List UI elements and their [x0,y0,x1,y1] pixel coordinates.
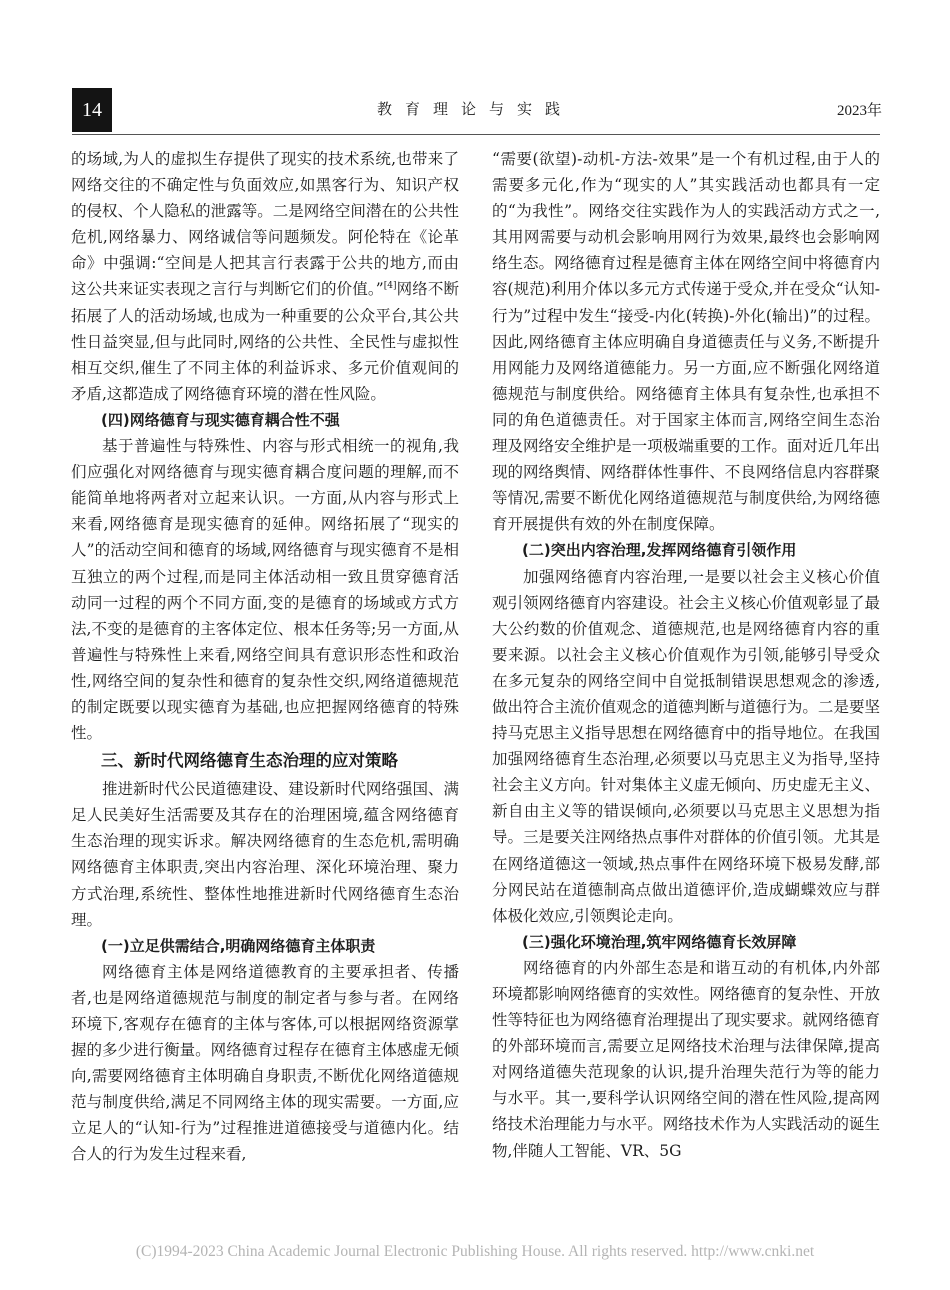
paragraph: 的场域,为人的虚拟生存提供了现实的技术系统,也带来了网络交往的不确定性与负面效应,如黑客行为、知识产权的侵权、个人隐私的泄露等。二是网络空间潜在的公共性危机,网络暴力、网络诚信等问题频发。阿伦特在《论革命》中强调:“空间是人把其言行表露于公共的地方,而由这公共来证实表现之言行与判断它们的价值。”[4]网络不断拓展了人的活动场域,也成为一种重要的公众平台,其公共性日益突显,但与此同时,网络的公共性、全民性与虚拟性相互交织,催生了不同主体的利益诉求、多元价值观间的矛盾,这都造成了网络德育环境的潜在性风险。 [71,150,459,403]
paragraph: 基于普遍性与特殊性、内容与形式相统一的视角,我们应强化对网络德育与现实德育耦合度问题的理解,而不能简单地将两者对立起来认识。一方面,从内容与形式上来看,网络德育是现实德育的延伸。网络拓展了“现实的人”的活动空间和德育的场域,网络德育与现实德育不是相互独立的两个过程,而是同主体活动相一致且贯穿德育活动同一过程的两个不同方面,变的是德育的场域或方式方法,不变的是德育的主客体定位、根本任务等;另一方面,从普遍性与特殊性上来看,网络空间具有意识形态性和政治性,网络空间的复杂性和德育的复杂性交织,网络道德规范的制定既要以现实德育为基础,也应把握网络德育的特殊性。 [71,437,459,743]
subsection-heading: (四)网络德育与现实德育耦合性不强 [101,410,340,429]
left-column [71,146,459,1168]
subsection-heading: (一)立足供需结合,明确网络德育主体职责 [101,936,376,955]
citation-marker: [4] [383,281,397,292]
page-number: 14 [72,88,112,132]
paragraph: 网络德育的内外部生态是和谐互动的有机体,内外部环境都影响网络德育的实效性。网络德育的复杂性、开放性等特征也为网络德育治理提出了现实要求。就网络德育的外部环境而言,需要立足网络技术治理与法律保障,提高对网络道德失范现象的认识,提升治理失范行为等的能力与水平。其一,要科学认识网络空间的潜在性风险,提高网络技术治理能力与水平。网络技术作为人实践活动的诞生物,伴随人工智能、VR、5G [492,958,880,1160]
paragraph: 网络德育主体是网络道德教育的主要承担者、传播者,也是网络道德规范与制度的制定者与参与者。在网络环境下,客观存在德育的主体与客体,可以根据网络资源掌握的多少进行衡量。网络德育过程存在德育主体感虚无倾向,需要网络德育主体明确自身职责,不断优化网络道德规范与制度供给,满足不同网络主体的现实需要。一方面,应立足人的“认知-行为”过程推进道德接受与道德内化。结合人的行为发生过程来看, [71,962,459,1164]
subsection-heading: (三)强化环境治理,筑牢网络德育长效屏障 [522,932,797,951]
journal-title: 教育理论与实践 [376,100,573,118]
section-heading: 三、新时代网络德育生态治理的应对策略 [101,751,398,771]
right-column [492,146,880,1164]
subsection-heading: (二)突出内容治理,发挥网络德育引领作用 [522,541,797,560]
paragraph: “需要(欲望)-动机-方法-效果”是一个有机过程,由于人的需要多元化,作为“现实的人”其实践活动也都具有一定的“为我性”。网络交往实践作为人的实践活动方式之一,其用网需要与动机会影响用网行为效果,最终也会影响网络生态。网络德育过程是德育主体在网络空间中将德育内容(规范)利用介体以多元方式传递于受众,并在受众“认知-行为”过程中发生“接受-内化(转换)-外化(输出)”的过程。因此,网络德育主体应明确自身道德责任与义务,不断提升用网能力及网络道德能力。另一方面,应不断强化网络道德规范与制度供给。网络德育主体具有复杂性,也承担不同的角色道德责任。对于国家主体而言,网络空间生态治理及网络安全维护是一项极端重要的工作。面对近几年出现的网络舆情、网络群体性事件、不良网络信息内容群聚等情况,需要不断优化网络道德规范与制度供给,为网络德育开展提供有效的外在制度保障。 [492,150,880,534]
paragraph: 加强网络德育内容治理,一是要以社会主义核心价值观引领网络德育内容建设。社会主义核心价值观彰显了最大公约数的价值观念、道德规范,也是网络德育内容的重要来源。以社会主义核心价值观作为引领,能够引导受众在多元复杂的网络空间中自觉抵制错误思想观念的渗透,做出符合主流价值观念的道德判断与道德行为。二是要坚持马克思主义指导思想在网络德育中的指导地位。在我国加强网络德育生态治理,必须要以马克思主义为指导,坚持社会主义方向。针对集体主义虚无倾向、历史虚无主义、新自由主义等的错误倾向,必须要以马克思主义思想为指导。三是要关注网络热点事件对群体的价值引领。尤其是在网络道德这一领域,热点事件在网络环境下极易发酵,部分网民站在道德制高点做出道德评价,造成蝴蝶效应与群体极化效应,引领舆论走向。 [492,567,880,925]
publication-year: 2023年 [836,103,882,119]
paragraph: 推进新时代公民道德建设、建设新时代网络强国、满足人民美好生活需要及其存在的治理困境,蕴含网络德育生态治理的现实诉求。解决网络德育的生态危机,需明确网络德育主体职责,突出内容治理、深化环境治理、聚力方式治理,系统性、整体性地推进新时代网络德育生态治理。 [71,780,459,929]
header-divider [72,134,880,135]
copyright-watermark: (C)1994-2023 China Academic Journal Electronic Publishing House. All rights reserved. http://www.cnki.net [135,1243,815,1260]
